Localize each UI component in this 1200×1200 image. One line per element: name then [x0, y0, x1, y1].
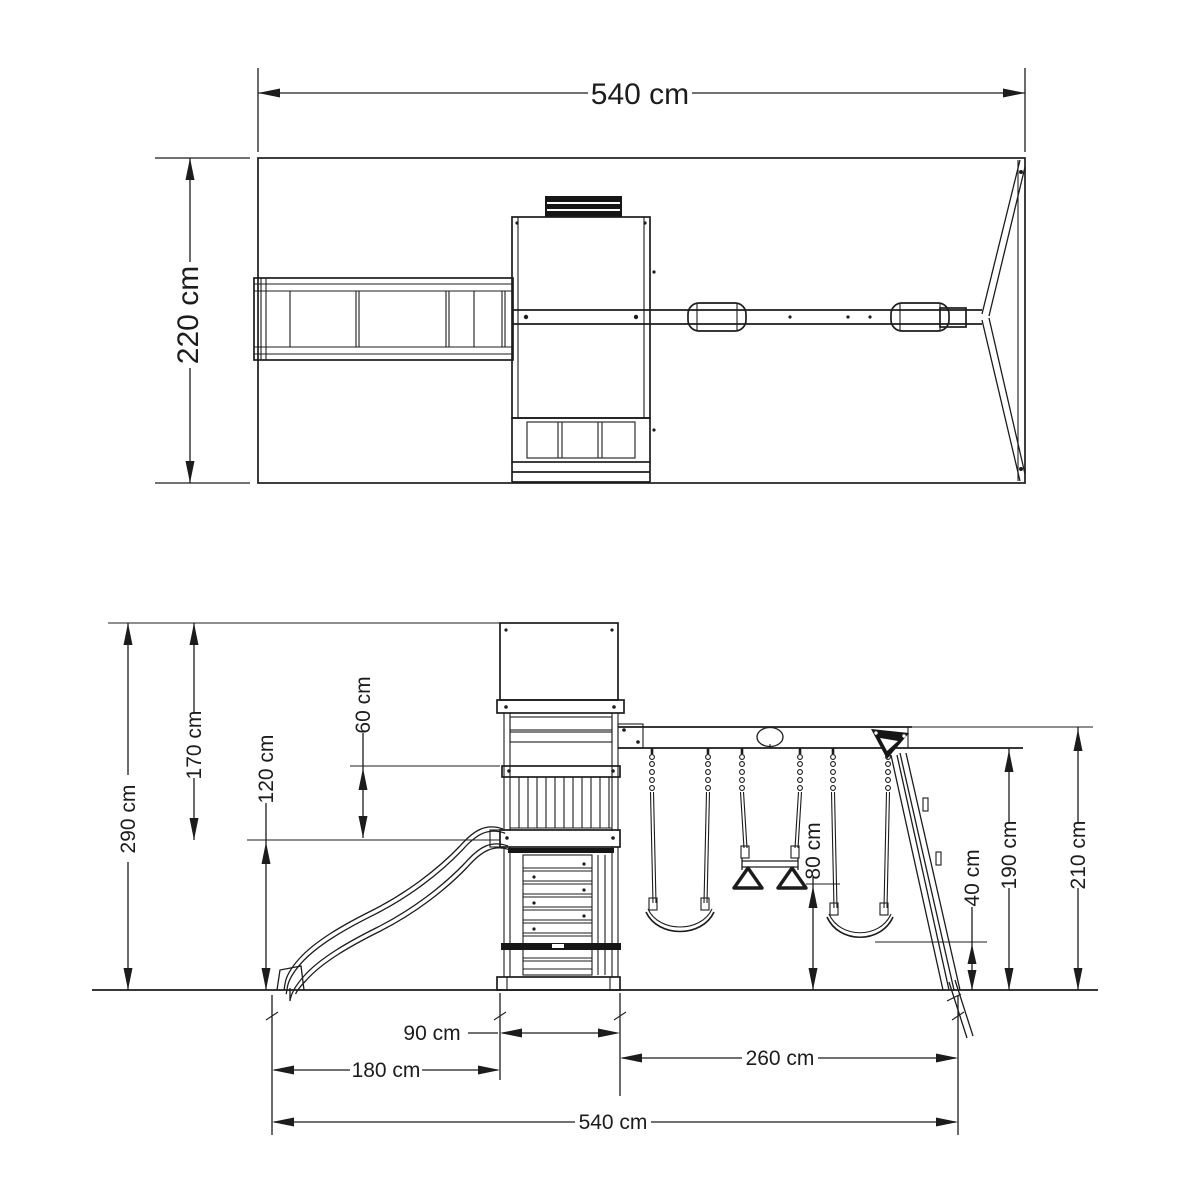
dim-rail-height: [352, 676, 375, 838]
tower-platform: [500, 830, 620, 847]
dim-label-swing-seat-height: 40 cm: [961, 849, 984, 907]
dim-platform-height: [255, 735, 278, 990]
dim-label-overall-height: 290 cm: [117, 784, 140, 854]
swing-right: [827, 792, 893, 937]
dim-label-beam-top-height: 210 cm: [1067, 820, 1090, 890]
side-swing-beam: [618, 724, 1023, 748]
dim-label-tower-width: 90 cm: [403, 1022, 461, 1045]
plan-footprint: [258, 158, 1025, 483]
dim-label-swing-section-width: 260 cm: [745, 1047, 815, 1070]
dim-label-plan-depth: 220 cm: [172, 265, 205, 365]
plan-ladder: [512, 418, 650, 462]
dim-label-beam-underside-height: 190 cm: [998, 820, 1021, 890]
dim-beam-underside-height: [998, 748, 1021, 990]
tower-roof: [500, 623, 618, 700]
side-swings: [646, 748, 893, 937]
dim-tower-width: [403, 1022, 620, 1045]
side-a-frame: [871, 729, 973, 1038]
dim-beam-top-height: [1067, 727, 1090, 990]
dim-tower-upper-height: [183, 623, 206, 840]
dim-swing-seat-height: [961, 849, 984, 990]
dim-label-tower-upper-height: 170 cm: [183, 710, 206, 780]
side-slide: [277, 827, 511, 1001]
side-view-elevation: [92, 623, 1098, 1135]
dim-plan-width: [258, 68, 1025, 152]
dim-label-platform-height: 120 cm: [255, 734, 278, 804]
dim-overall-height: [117, 623, 140, 990]
dim-label-overall-width: 540 cm: [578, 1111, 648, 1134]
swing-left: [646, 792, 714, 932]
dim-bottom-group: [266, 993, 964, 1135]
swing-chain-links: [650, 762, 891, 791]
plan-roof-cap: [545, 196, 622, 217]
plan-swing-beam: [650, 303, 982, 331]
plan-a-frame: [940, 160, 1025, 481]
dim-glider-seat-height: [802, 822, 825, 990]
tower-climbing-wall: [523, 855, 592, 975]
swing-glider: [734, 792, 806, 888]
side-tower: [490, 623, 624, 990]
top-view-plan: [155, 68, 1025, 483]
plan-slide: [254, 278, 513, 360]
plan-tower: [512, 217, 656, 482]
dim-plan-depth: [155, 158, 250, 483]
swing-hangers: [650, 748, 891, 759]
beam-emblem: [757, 728, 783, 747]
dim-label-slide-footprint: 180 cm: [351, 1059, 421, 1082]
dim-slide-footprint: [272, 1059, 500, 1082]
glider-handle-left: [734, 868, 762, 888]
dim-overall-width: [272, 1111, 958, 1134]
dim-label-rail-height: 60 cm: [352, 676, 375, 734]
dim-label-glider-seat-height: 80 cm: [802, 822, 825, 880]
dim-swing-section-width: [620, 1047, 958, 1070]
dim-label-plan-width: 540 cm: [590, 78, 690, 111]
tower-balusters: [510, 777, 612, 828]
